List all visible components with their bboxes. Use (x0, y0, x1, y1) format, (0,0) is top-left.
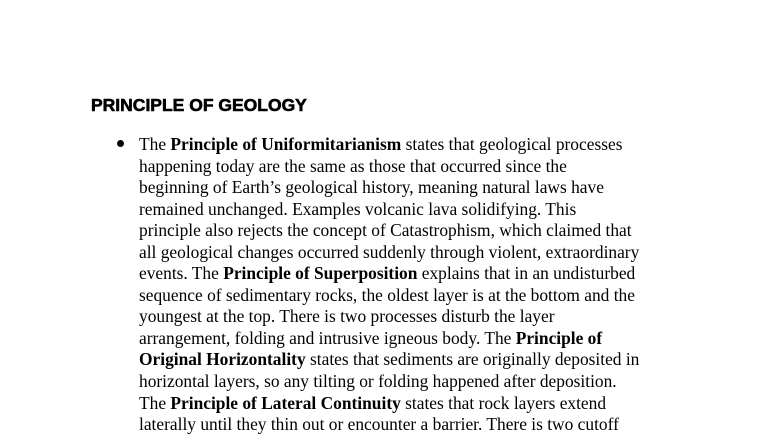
paragraph-line (139, 414, 699, 436)
text-run: happening today are the same as those that occurred since the (139, 155, 567, 176)
text-run: states that rock layers extend (400, 392, 607, 413)
paragraph-line (139, 371, 699, 393)
bold-term: Principle of Superposition (223, 263, 418, 284)
paragraph-line (139, 263, 699, 285)
text-run: all geological changes occurred suddenly through violent, extraordinary (139, 241, 640, 262)
bold-term: Principle of Uniformitarianism (170, 134, 402, 154)
paragraph-line (139, 306, 699, 328)
bullet-paragraph (139, 134, 699, 436)
text-run: The (139, 392, 171, 413)
paragraph-line (139, 199, 699, 221)
text-run: horizontal layers, so any tilting or folding happened after deposition. (139, 371, 617, 392)
text-run: laterally until they thin out or encounter a barrier. There is two cutoff (139, 414, 619, 435)
paragraph-line (139, 328, 699, 350)
paragraph-line (139, 349, 699, 371)
paragraph-line (139, 393, 699, 415)
text-run: states that geological processes (401, 134, 623, 154)
paragraph-line (139, 220, 699, 242)
text-run: explains that in an undisturbed (417, 263, 636, 284)
text-run: events. The (139, 263, 224, 284)
paragraph-line (139, 242, 699, 264)
text-run: The (139, 134, 171, 154)
bold-term: Principle of (515, 327, 603, 348)
bold-term: Original Horizontality (139, 349, 306, 370)
paragraph-line (139, 134, 699, 156)
text-run: principle also rejects the concept of Catastrophism, which claimed that (139, 220, 632, 241)
text-run: youngest at the top. There is two processes disturb the layer (139, 306, 555, 327)
text-run: remained unchanged. Examples volcanic lava solidifying. This (139, 198, 577, 219)
text-run: arrangement, folding and intrusive igneous body. The (139, 327, 516, 348)
paragraph-line (139, 156, 699, 178)
text-run: sequence of sedimentary rocks, the oldest layer is at the bottom and the (139, 284, 635, 305)
section-heading: PRINCIPLE OF GEOLOGY (91, 95, 307, 115)
bold-term: Principle of Lateral Continuity (170, 392, 401, 413)
paragraph-line (139, 285, 699, 307)
text-run: beginning of Earth’s geological history, meaning natural laws have (139, 177, 604, 198)
text-run: states that sediments are originally deposited in (305, 349, 640, 370)
paragraph-line (139, 177, 699, 199)
bullet-point (117, 140, 124, 147)
